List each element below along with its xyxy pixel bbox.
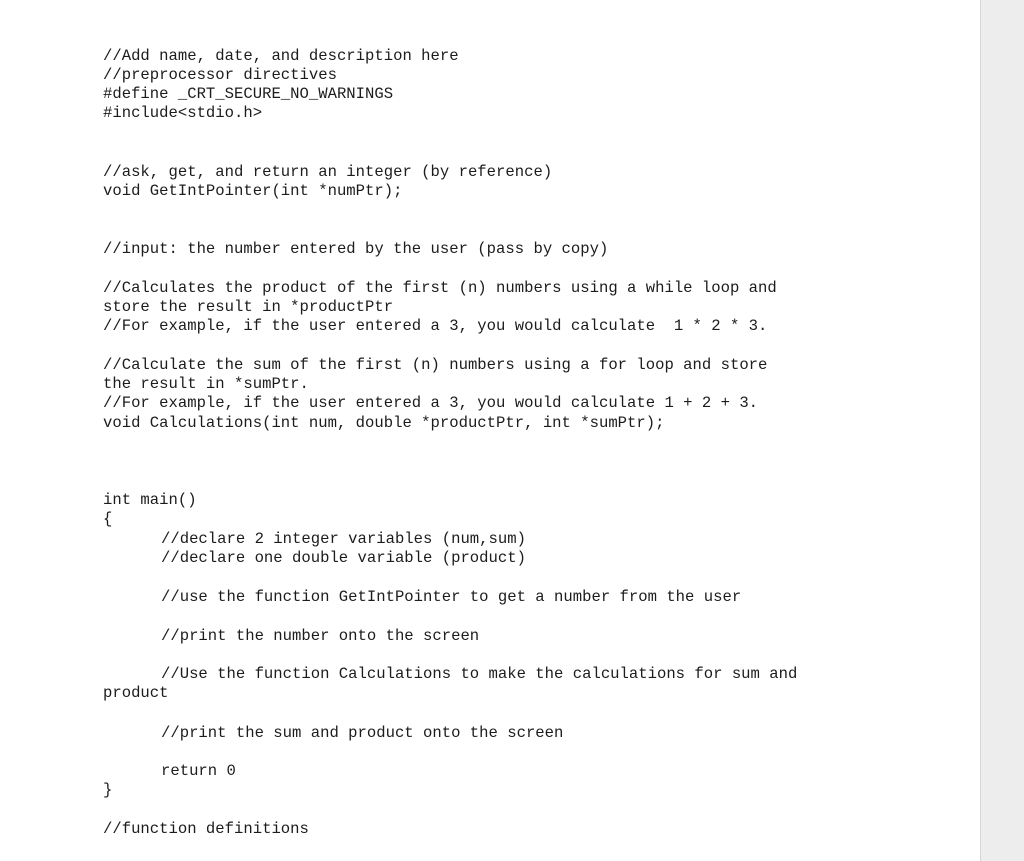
comment-line: the result in *sumPtr. bbox=[103, 375, 309, 393]
comment-line: //For example, if the user entered a 3, you would calculate 1 + 2 + 3. bbox=[103, 394, 759, 412]
return-statement: return 0 bbox=[161, 762, 236, 780]
main-signature: int main() bbox=[103, 491, 197, 509]
comment-line: //declare one double variable (product) bbox=[161, 549, 526, 567]
page-margin-gutter bbox=[980, 0, 1024, 861]
include-directive: #include<stdio.h> bbox=[103, 104, 263, 122]
comment-line: //Calculate the sum of the first (n) numbers using a for loop and store bbox=[103, 356, 768, 374]
comment-line: //preprocessor directives bbox=[103, 66, 337, 84]
comment-line: //print the sum and product onto the screen bbox=[161, 724, 564, 742]
comment-line: //print the number onto the screen bbox=[161, 627, 480, 645]
comment-line: //Use the function Calculations to make the calculations for sum and bbox=[161, 665, 798, 683]
function-prototype: void Calculations(int num, double *productPtr, int *sumPtr); bbox=[103, 414, 665, 432]
comment-line: product bbox=[103, 684, 169, 702]
open-brace: { bbox=[103, 510, 113, 528]
function-prototype: void GetIntPointer(int *numPtr); bbox=[103, 182, 403, 200]
comment-line: //function definitions bbox=[103, 820, 309, 838]
comment-line: //use the function GetIntPointer to get a number from the user bbox=[161, 588, 742, 606]
comment-line: store the result in *productPtr bbox=[103, 298, 394, 316]
define-directive: #define _CRT_SECURE_NO_WARNINGS bbox=[103, 85, 394, 103]
comment-line: //Calculates the product of the first (n) numbers using a while loop and bbox=[103, 279, 777, 297]
close-brace: } bbox=[103, 781, 113, 799]
comment-line: //ask, get, and return an integer (by reference) bbox=[103, 163, 553, 181]
comment-line: //declare 2 integer variables (num,sum) bbox=[161, 530, 526, 548]
comment-line: //Add name, date, and description here bbox=[103, 47, 459, 65]
comment-line: //input: the number entered by the user (pass by copy) bbox=[103, 240, 609, 258]
comment-line: //For example, if the user entered a 3, you would calculate 1 * 2 * 3. bbox=[103, 317, 768, 335]
